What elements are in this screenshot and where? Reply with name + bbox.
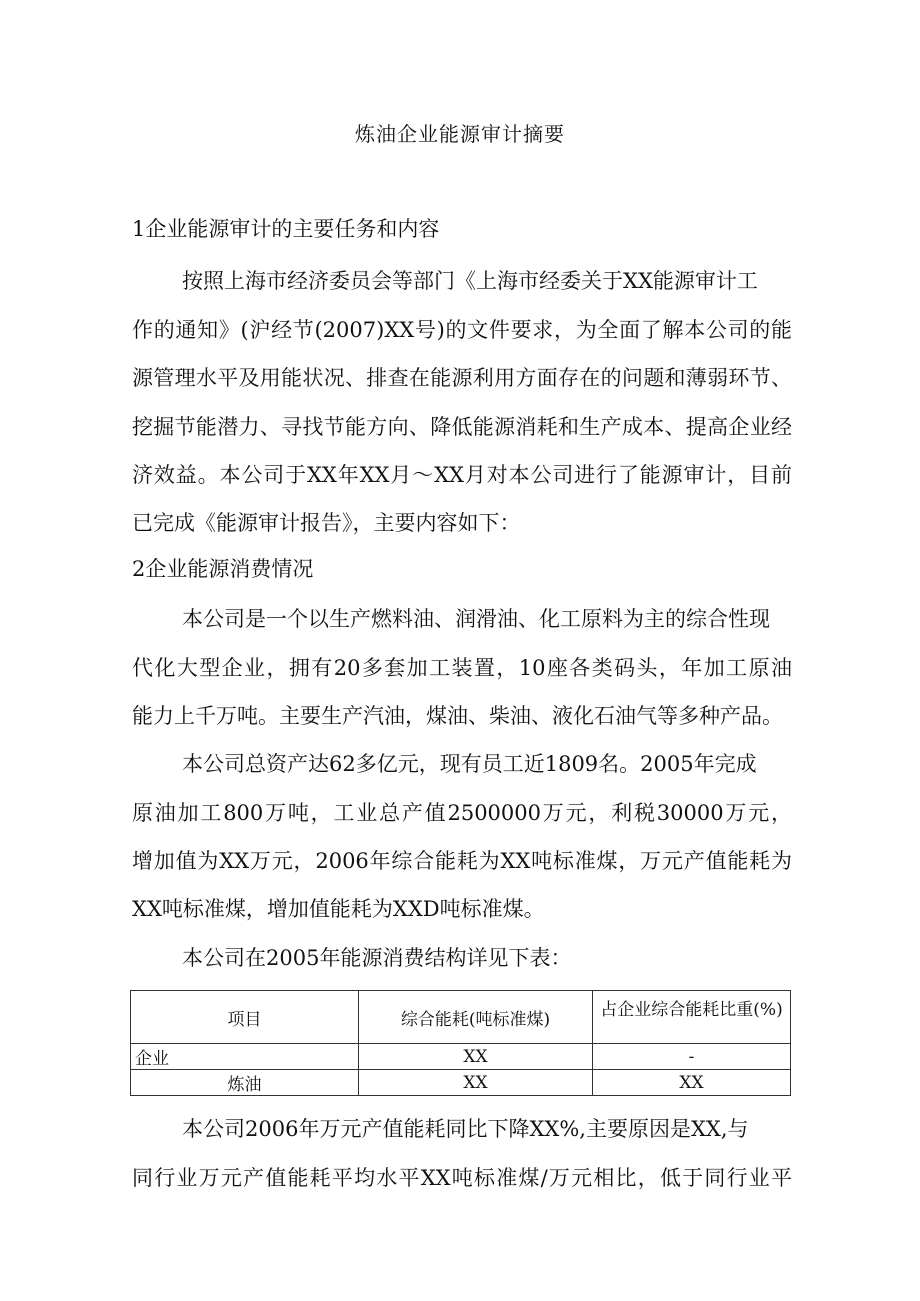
section-1-line: 挖掘节能潜力、寻找节能方向、降低能源消耗和生产成本、提高企业经 bbox=[132, 415, 792, 439]
section-1-line: 济效益。本公司于XX年XX月～XX月对本公司进行了能源审计，目前 bbox=[132, 463, 792, 487]
table-intro: 本公司在2005年能源消费结构详见下表： bbox=[182, 946, 572, 970]
table-cell: XX bbox=[359, 1044, 593, 1070]
section-2-line: 原油加工800万吨，工业总产值2500000万元，利税30000万元， bbox=[132, 801, 792, 825]
section-1-line: 源管理水平及用能状况、排查在能源利用方面存在的问题和薄弱环节、 bbox=[132, 366, 792, 390]
table-cell: 炼油 bbox=[131, 1070, 359, 1096]
section-2-line: 本公司总资产达62多亿元，现有员工近1809名。2005年完成 bbox=[182, 752, 757, 776]
table-header-cell: 占企业综合能耗比重(%) bbox=[593, 991, 791, 1044]
section-2-heading: 2企业能源消费情况 bbox=[132, 557, 314, 581]
section-1-line: 按照上海市经济委员会等部门《上海市经委关于XX能源审计工 bbox=[182, 269, 758, 293]
section-2-line: XX吨标准煤，增加值能耗为XXD吨标准煤。 bbox=[132, 897, 545, 921]
section-2-line: 同行业万元产值能耗平均水平XX吨标准煤/万元相比，低于同行业平 bbox=[132, 1166, 792, 1190]
table-row bbox=[131, 1070, 791, 1096]
document-title: 炼油企业能源审计摘要 bbox=[355, 122, 565, 146]
table-cell: XX bbox=[359, 1070, 593, 1096]
table-cell: - bbox=[593, 1044, 791, 1070]
table-header-cell: 项目 bbox=[131, 991, 359, 1044]
table-row bbox=[131, 1044, 791, 1070]
table-header-row bbox=[131, 991, 791, 1044]
section-1-line: 已完成《能源审计报告》，主要内容如下： bbox=[132, 511, 521, 535]
table-header-cell: 综合能耗(吨标准煤) bbox=[359, 991, 593, 1044]
section-2-line: 本公司是一个以生产燃料油、润滑油、化工原料为主的综合性现 bbox=[182, 607, 770, 631]
table-cell: 企业 bbox=[131, 1044, 359, 1070]
section-2-line: 能力上千万吨。主要生产汽油，煤油、柴油、液化石油气等多种产品。 bbox=[132, 704, 783, 728]
section-2-line: 本公司2006年万元产值能耗同比下降XX%,主要原因是XX,与 bbox=[182, 1117, 749, 1141]
section-1-line: 作的通知》(沪经节(2007)XX号)的文件要求，为全面了解本公司的能 bbox=[132, 318, 792, 342]
section-1-heading: 1企业能源审计的主要任务和内容 bbox=[132, 217, 440, 241]
energy-consumption-table bbox=[130, 990, 791, 1096]
table-cell: XX bbox=[593, 1070, 791, 1096]
section-2-line: 代化大型企业，拥有20多套加工装置，10座各类码头，年加工原油 bbox=[132, 656, 792, 680]
section-2-line: 增加值为XX万元，2006年综合能耗为XX吨标准煤，万元产值能耗为 bbox=[132, 849, 792, 873]
